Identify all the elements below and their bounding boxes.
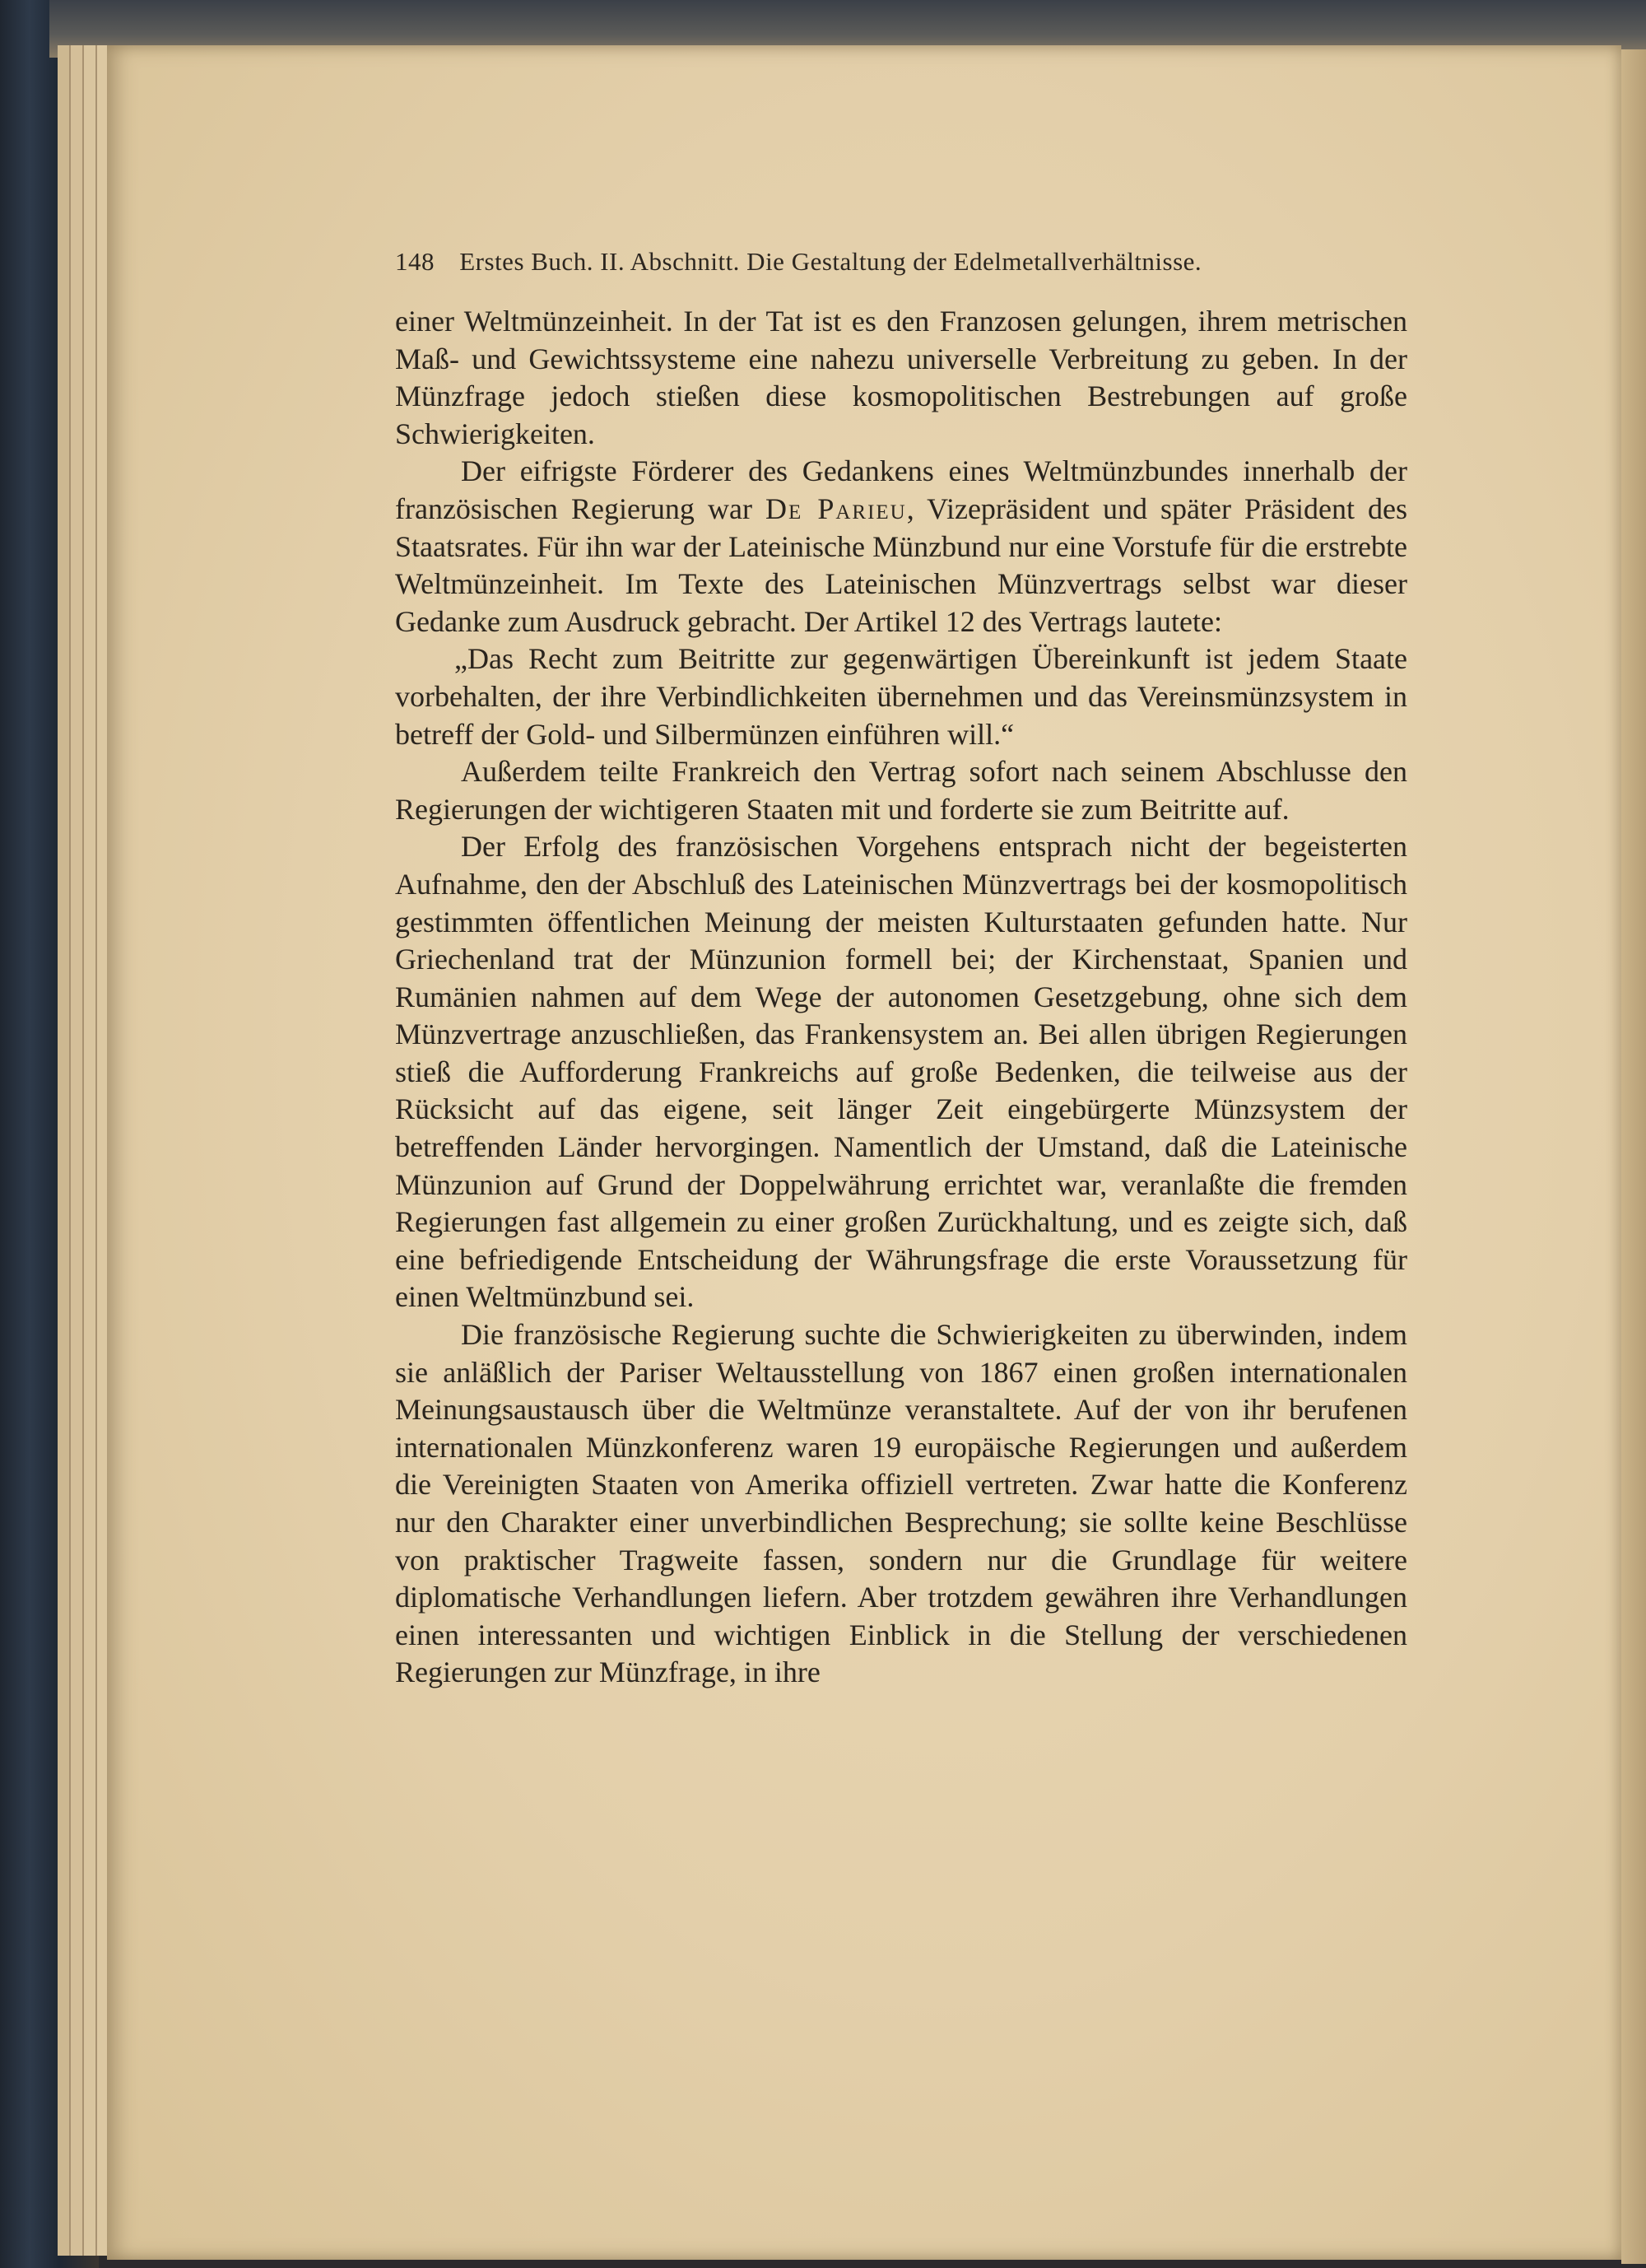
paragraph: Die französische Regierung suchte die Schwierigkeiten zu überwinden, indem sie anläßlich der Pariser Weltausstellung von 1867 einen großen internationalen Meinungsaustausch über die Weltmünze veranstaltete. Auf der von ihr berufenen internationalen Münzkonferenz waren 19 europäische Regierungen und außerdem die Vereinigten Staaten von Amerika offiziell vertreten. Zwar hatte die Konferenz nur den Charakter einer unverbindlichen Besprechung; sie sollte keine Beschlüsse von praktischer Tragweite fassen, sondern nur die Grundlage für weitere diplomatische Verhandlungen liefern. Aber trotzdem gewähren ihre Verhandlungen einen interessanten und wichtigen Einblick in die Stellung der verschiedenen Regierungen zur Münzfrage, in ihre	[395, 1318, 1407, 1689]
page-edge	[84, 45, 97, 2256]
author-name: De Parieu	[765, 491, 907, 525]
page-number: 148	[395, 247, 435, 276]
page-edge	[58, 45, 71, 2256]
paragraph: Außerdem teilte Frankreich den Vertrag sofort nach seinem Abschlusse den Regierungen der wichtigeren Staaten mit und forderte sie zum Beitritte auf.	[395, 755, 1407, 826]
paragraph-text: Der eifrigste Förderer des Gedankens eines Weltmünzbundes innerhalb der französischen Regierung war	[395, 454, 1407, 525]
paragraph: einer Weltmünzeinheit. In der Tat ist es den Franzosen gelungen, ihrem metrischen Maß- und Gewichtssysteme eine nahezu universelle Verbreitung zu geben. In der Münzfrage jedoch stießen diese kosmopolitischen Bestrebungen auf große Schwierigkeiten.	[395, 305, 1407, 450]
page-right-edge	[1621, 49, 1646, 2264]
running-header	[395, 247, 1440, 277]
paragraph: Der Erfolg des französischen Vorgehens entsprach nicht der begeisterten Aufnahme, den der Abschluß des Lateinischen Münzvertrags bei der kosmopolitisch gestimmten öffentlichen Meinung der meisten Kulturstaaten gefunden hatte. Nur Griechenland trat der Münzunion formell bei; der Kirchenstaat, Spanien und Rumänien nahmen auf dem Wege der autonomen Gesetzgebung, ohne sich dem Münzvertrage anzuschließen, das Frankensystem an. Bei allen übrigen Regierungen stieß die Aufforderung Frankreichs auf große Bedenken, die teilweise aus der Rücksicht auf das eigene, seit länger Zeit eingebürgerte Münzsystem der betreffenden Länder hervorgingen. Namentlich der Umstand, daß die Lateinische Münzunion auf Grund der Doppelwährung errichtet war, veranlaßte die fremden Regierungen fast allgemein zu einer großen Zurückhaltung, und es zeigte sich, daß eine befriedigende Entscheidung der Währungsfrage die erste Voraussetzung für einen Weltmünzbund sei.	[395, 830, 1407, 1314]
paragraph-text: , Vizepräsident und später Präsident des Staatsrates. Für ihn war der Lateinische Münzbund nur eine Vorstufe für die erstrebte Weltmünzeinheit. Im Texte des Lateinischen Münzvertrags selbst war dieser Gedanke zum Ausdruck gebracht. Der Artikel 12 des Vertrags lautete:	[395, 491, 1408, 638]
quotation: „Das Recht zum Beitritte zur gegenwärtigen Übereinkunft ist jedem Staate vorbehalten, der ihre Verbindlichkeiten übernehmen und das Vereinsmünzsystem in betreff der Gold- und Silbermünzen einführen will.“	[395, 642, 1407, 751]
page-edge	[71, 45, 84, 2256]
page-body	[395, 303, 1407, 1692]
running-title: Erstes Buch. II. Abschnitt. Die Gestaltung der Edelmetallverhältnisse.	[459, 247, 1202, 276]
paragraph	[395, 453, 1407, 640]
